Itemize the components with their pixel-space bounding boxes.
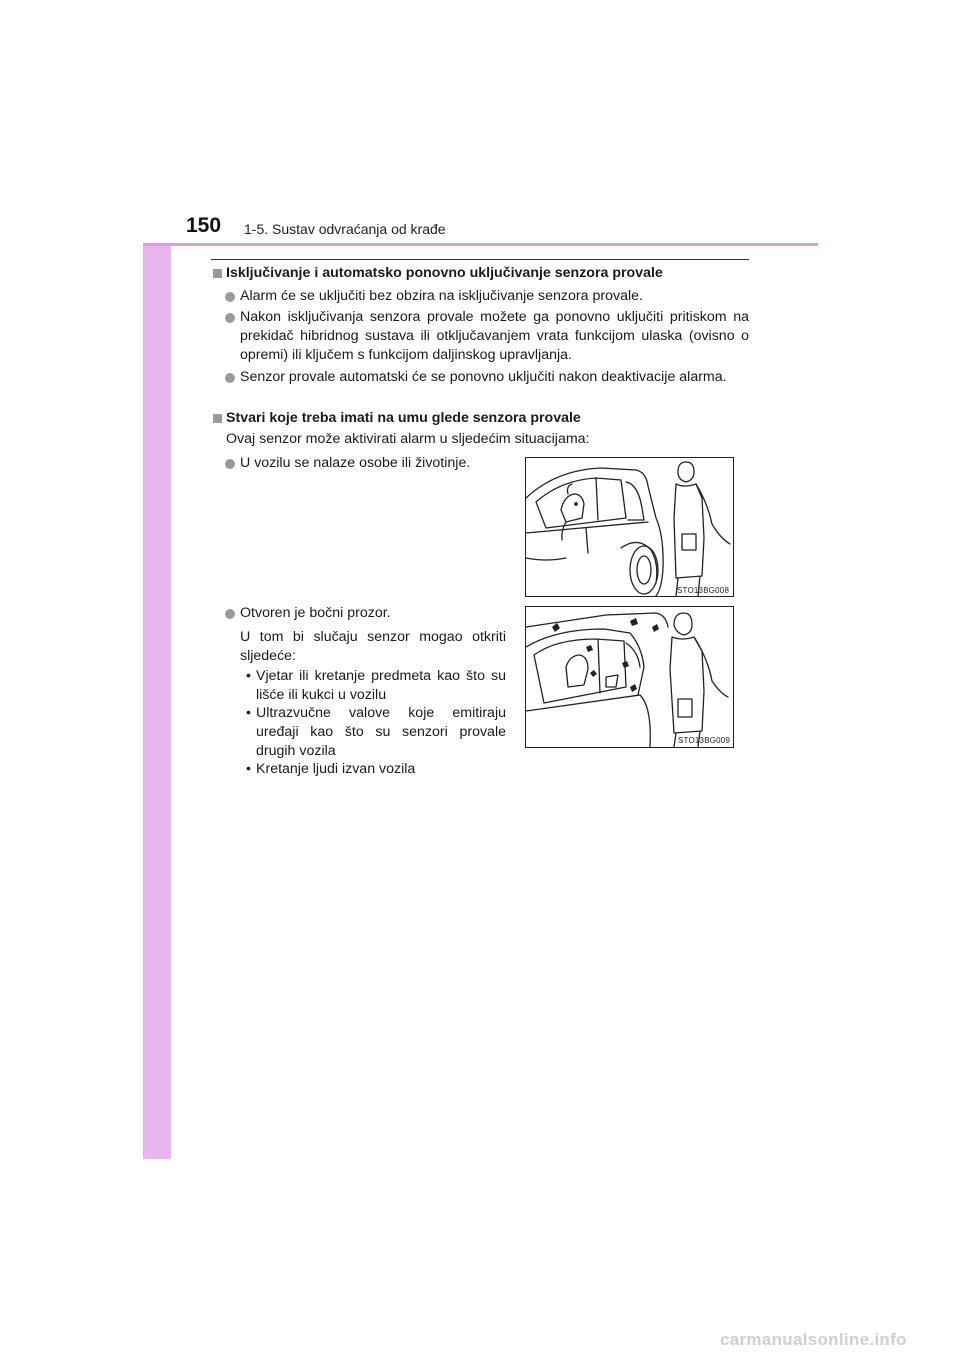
car-with-open-window-icon [526,607,733,747]
round-bullet-icon [225,373,235,383]
list-item: Senzor provale automatski će se ponovno uključiti nakon deaktivacije alarma. [240,369,727,385]
sub-bullet-icon: • [246,761,251,777]
side-color-band [143,197,171,1159]
list-item: U vozilu se nalaze osobe ili životinje. [240,455,471,471]
sub-list-item: Ultrazvučne valove koje emitiraju uređaji kao što su senzori provale drugih vozila [256,705,506,759]
sub-bullet-icon: • [246,705,251,721]
section-divider [211,259,749,260]
list-item: Nakon isključivanja senzora provale možete ga ponovno uključiti pritiskom na prekidač hibridnog sustava ili otključavanjem vrata funkcijom ulaska (ovisno o opremi) ili ključem s funkcijom daljinskog upravljanja. [240,309,749,363]
car-with-occupant-icon [526,458,733,596]
square-bullet-icon [213,414,222,423]
sub-list-item: Kretanje ljudi izvan vozila [256,761,416,777]
illustration-person-in-car [525,457,734,597]
header-rule [143,243,818,246]
chapter-title: 1-5. Sustav odvraćanja od krađe [244,221,446,237]
watermark-logo[interactable]: carmanualsonline.info [720,1330,907,1349]
figure-code: STO13BG008 [677,586,730,595]
square-bullet-icon [213,269,222,278]
round-bullet-icon [225,313,235,323]
page-number: 150 [186,214,222,237]
illustration-open-window [525,606,734,748]
section-intro: Ovaj senzor može aktivirati alarm u sljedećim situacijama: [226,431,590,447]
round-bullet-icon [225,292,235,302]
section-heading: Isključivanje i automatsko ponovno uključivanje senzora provale [226,265,663,281]
list-item-note: U tom bi slučaju senzor mogao otkriti sljedeće: [240,629,506,664]
round-bullet-icon [225,459,235,469]
list-item: Otvoren je bočni prozor. [240,605,391,621]
sub-bullet-icon: • [246,668,251,684]
round-bullet-icon [225,609,235,619]
figure-code: STO13BG009 [678,736,731,745]
sub-list-item: Vjetar ili kretanje predmeta kao što su lišće ili kukci u vozilu [256,668,506,703]
list-item: Alarm će se uključiti bez obzira na isključivanje senzora provale. [240,288,643,304]
section-heading: Stvari koje treba imati na umu glede senzora provale [226,410,581,426]
